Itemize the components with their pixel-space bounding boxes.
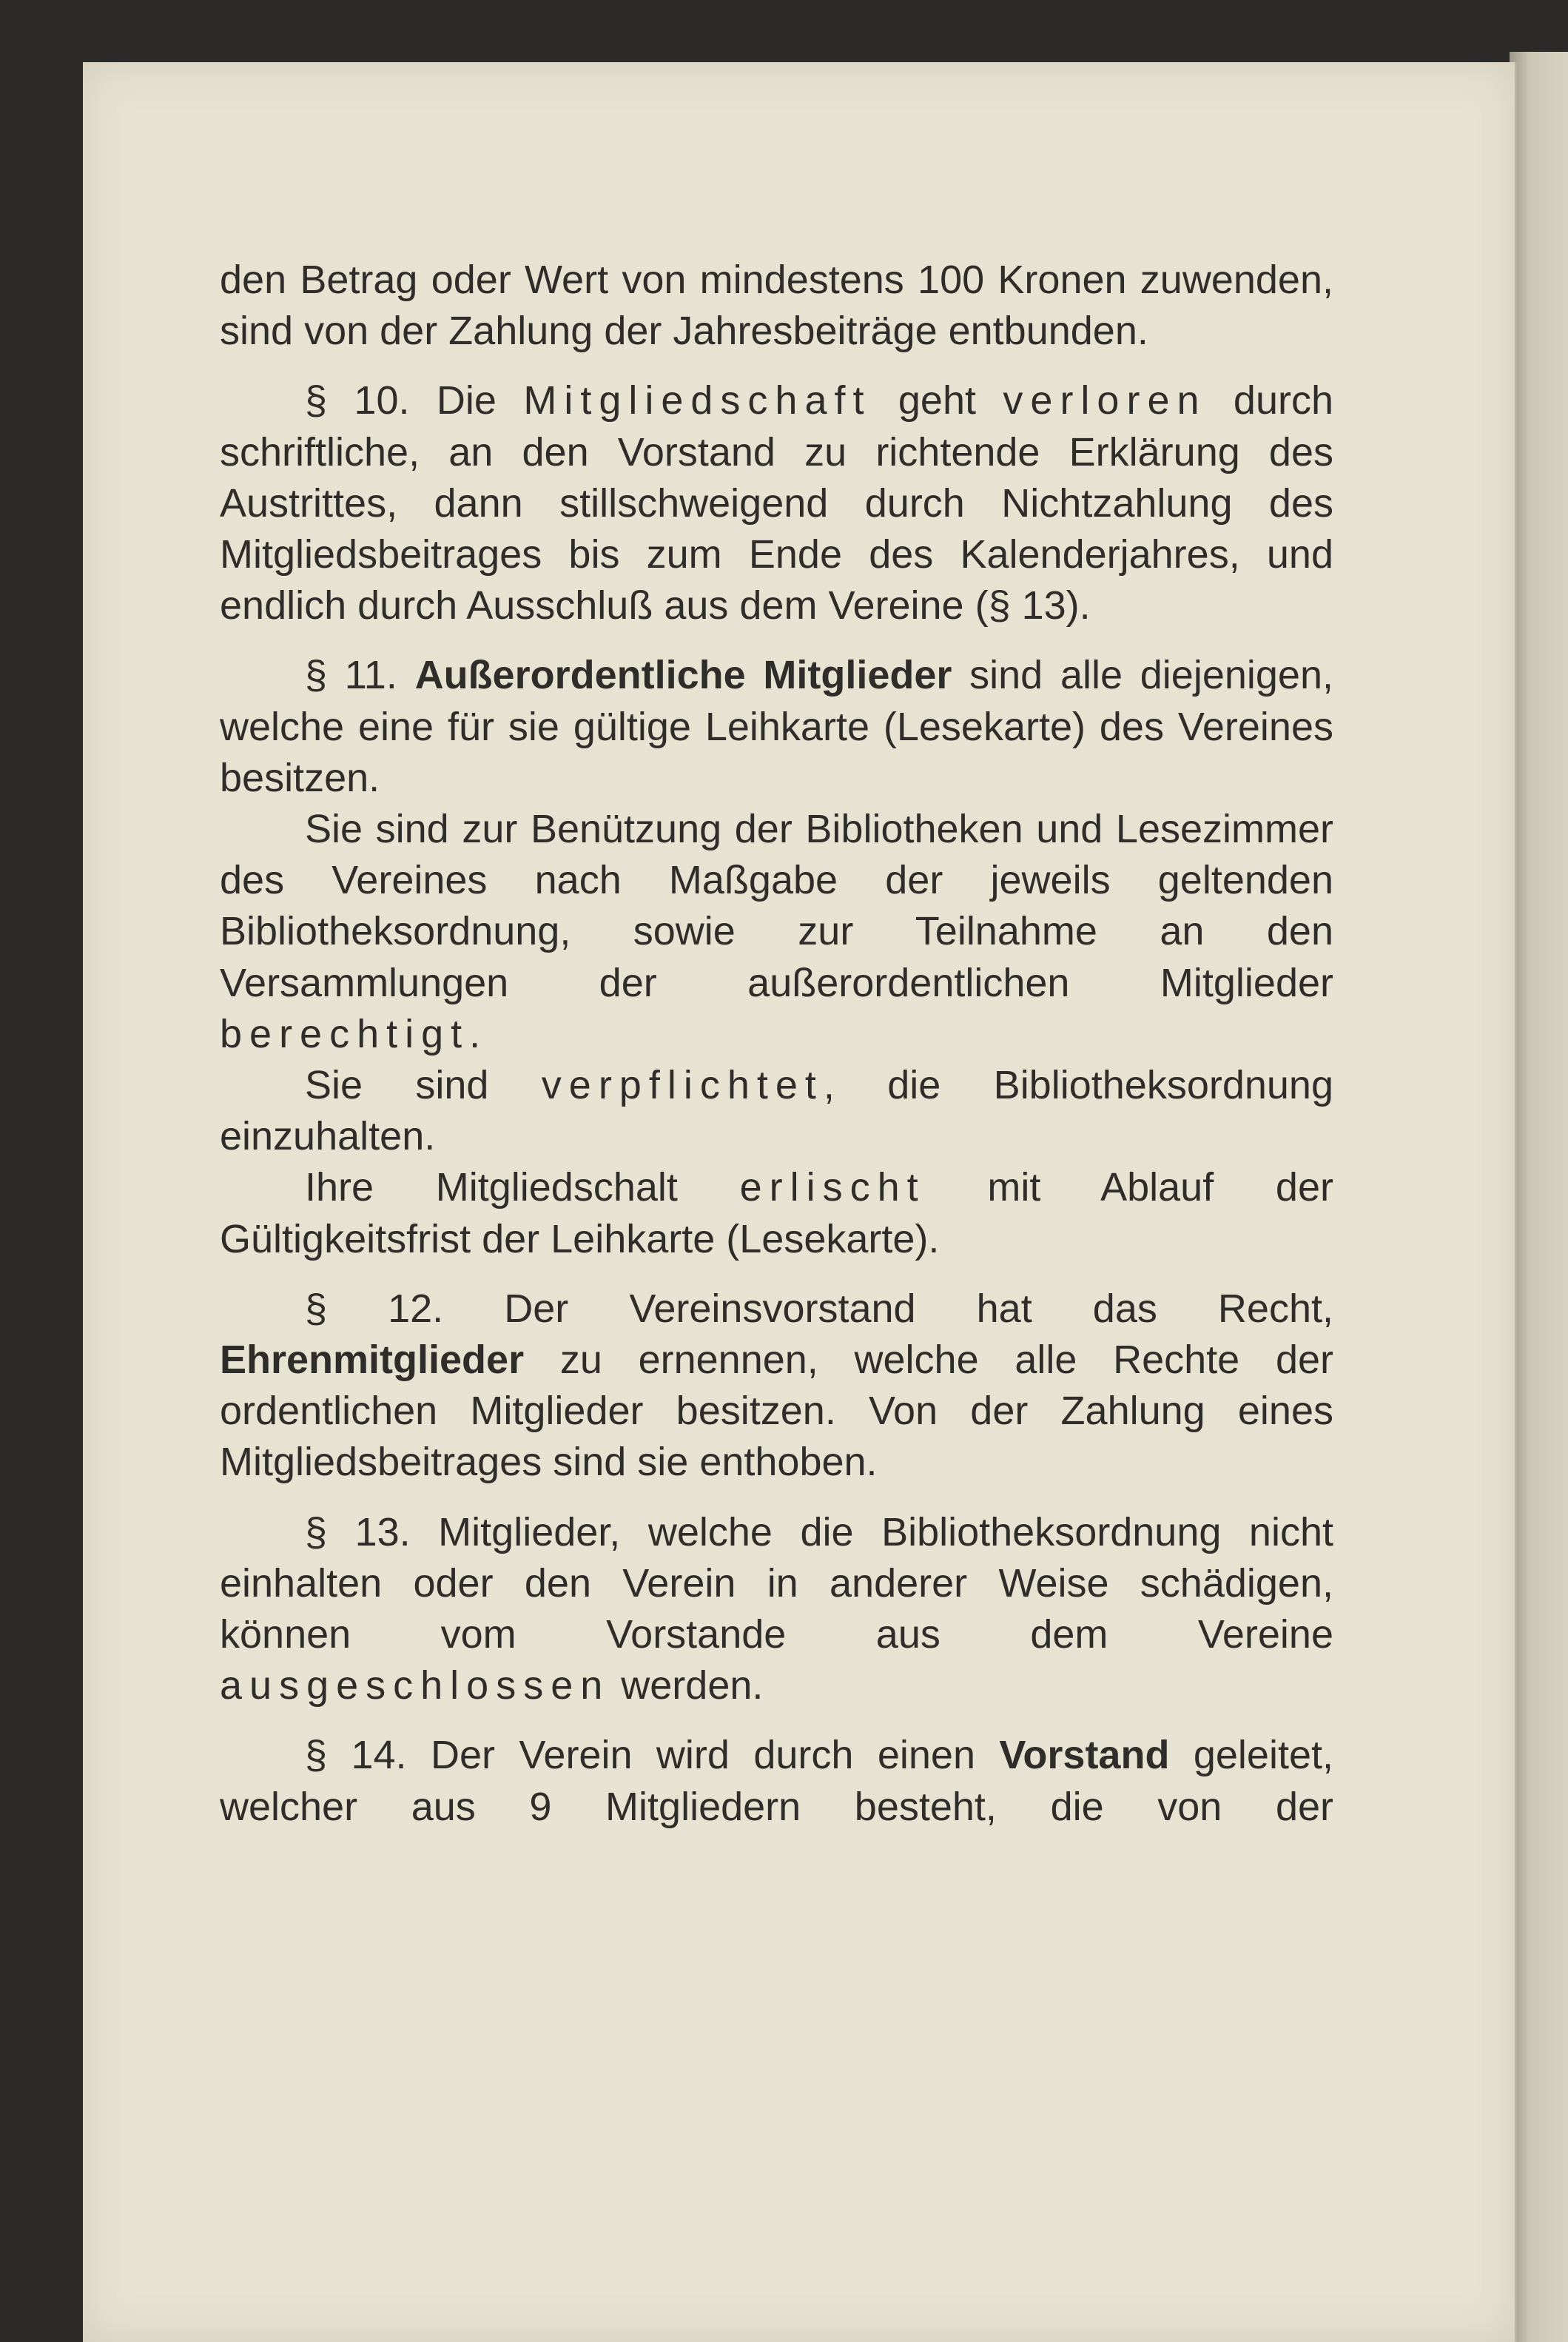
page-text-body [220,255,1333,1833]
spaced-emphasis: Mitgliedschaft [523,378,872,423]
paragraph-section-11-duties: Sie sind verpflichtet, die Bibliotheksordnung einzuhalten. [220,1063,1333,1159]
spaced-emphasis: ausgeschlossen [220,1663,610,1708]
paragraph-section-13: § 13. Mitglieder, welche die Bibliotheksordnung nicht einhalten oder den Verein in anderer Weise schädigen, können vom Vorstande aus dem Vereine ausgeschlossen werden. [220,1509,1333,1708]
spaced-emphasis: erlischt [739,1165,926,1210]
paragraph-section-11-expiry: Ihre Mitgliedschalt erlischt mit Ablauf der Gültigkeitsfrist der Leihkarte (Lesekarte). [220,1165,1333,1261]
spaced-emphasis: verpflichtet [541,1063,824,1108]
bold-term: Ehrenmitglieder [220,1338,525,1383]
paragraph-section-10: § 10. Die Mitgliedschaft geht verloren durch schriftliche, an den Vorstand zu richtende Erklärung des Austrittes, dann stillschweigend durch Nichtzahlung des Mitgliedsbeitrages bis zum Ende des Kalenderjahres, und endlich durch Ausschluß aus dem Vereine (§ 13). [220,378,1333,628]
paragraph-section-11-rights: Sie sind zur Benützung der Bibliotheken und Lesezimmer des Vereines nach Maßgabe der jeweils geltenden Bibliotheksordnung, sowie zur Teilnahme an den Versammlungen der außerordentlichen Mitglieder berechtigt. [220,807,1333,1056]
paragraph-section-12: § 12. Der Vereinsvorstand hat das Recht, Ehrenmitglieder zu ernennen, welche alle Rechte der ordentlichen Mitglieder besitzen. Von der Zahlung eines Mitgliedsbeitrages sind sie enthoben. [220,1286,1333,1485]
bold-term: Vorstand [999,1733,1170,1778]
spaced-emphasis: berechtigt [220,1011,470,1056]
adjacent-page-edge [1510,52,1568,2342]
paragraph-section-11: § 11. Außerordentliche Mitglieder sind alle diejenigen, welche eine für sie gültige Leihkarte (Lesekarte) des Vereines besitzen. [220,653,1333,800]
bold-term: Außerordentliche Mitglieder [414,653,952,698]
paragraph-section-14: § 14. Der Verein wird durch einen Vorstand geleitet, welcher aus 9 Mitgliedern besteht, die von der [220,1733,1333,1829]
paragraph-continuation: den Betrag oder Wert von mindestens 100 Kronen zuwenden, sind von der Zahlung der Jahresbeiträge entbunden. [220,258,1333,354]
spaced-emphasis: verloren [1003,378,1207,423]
